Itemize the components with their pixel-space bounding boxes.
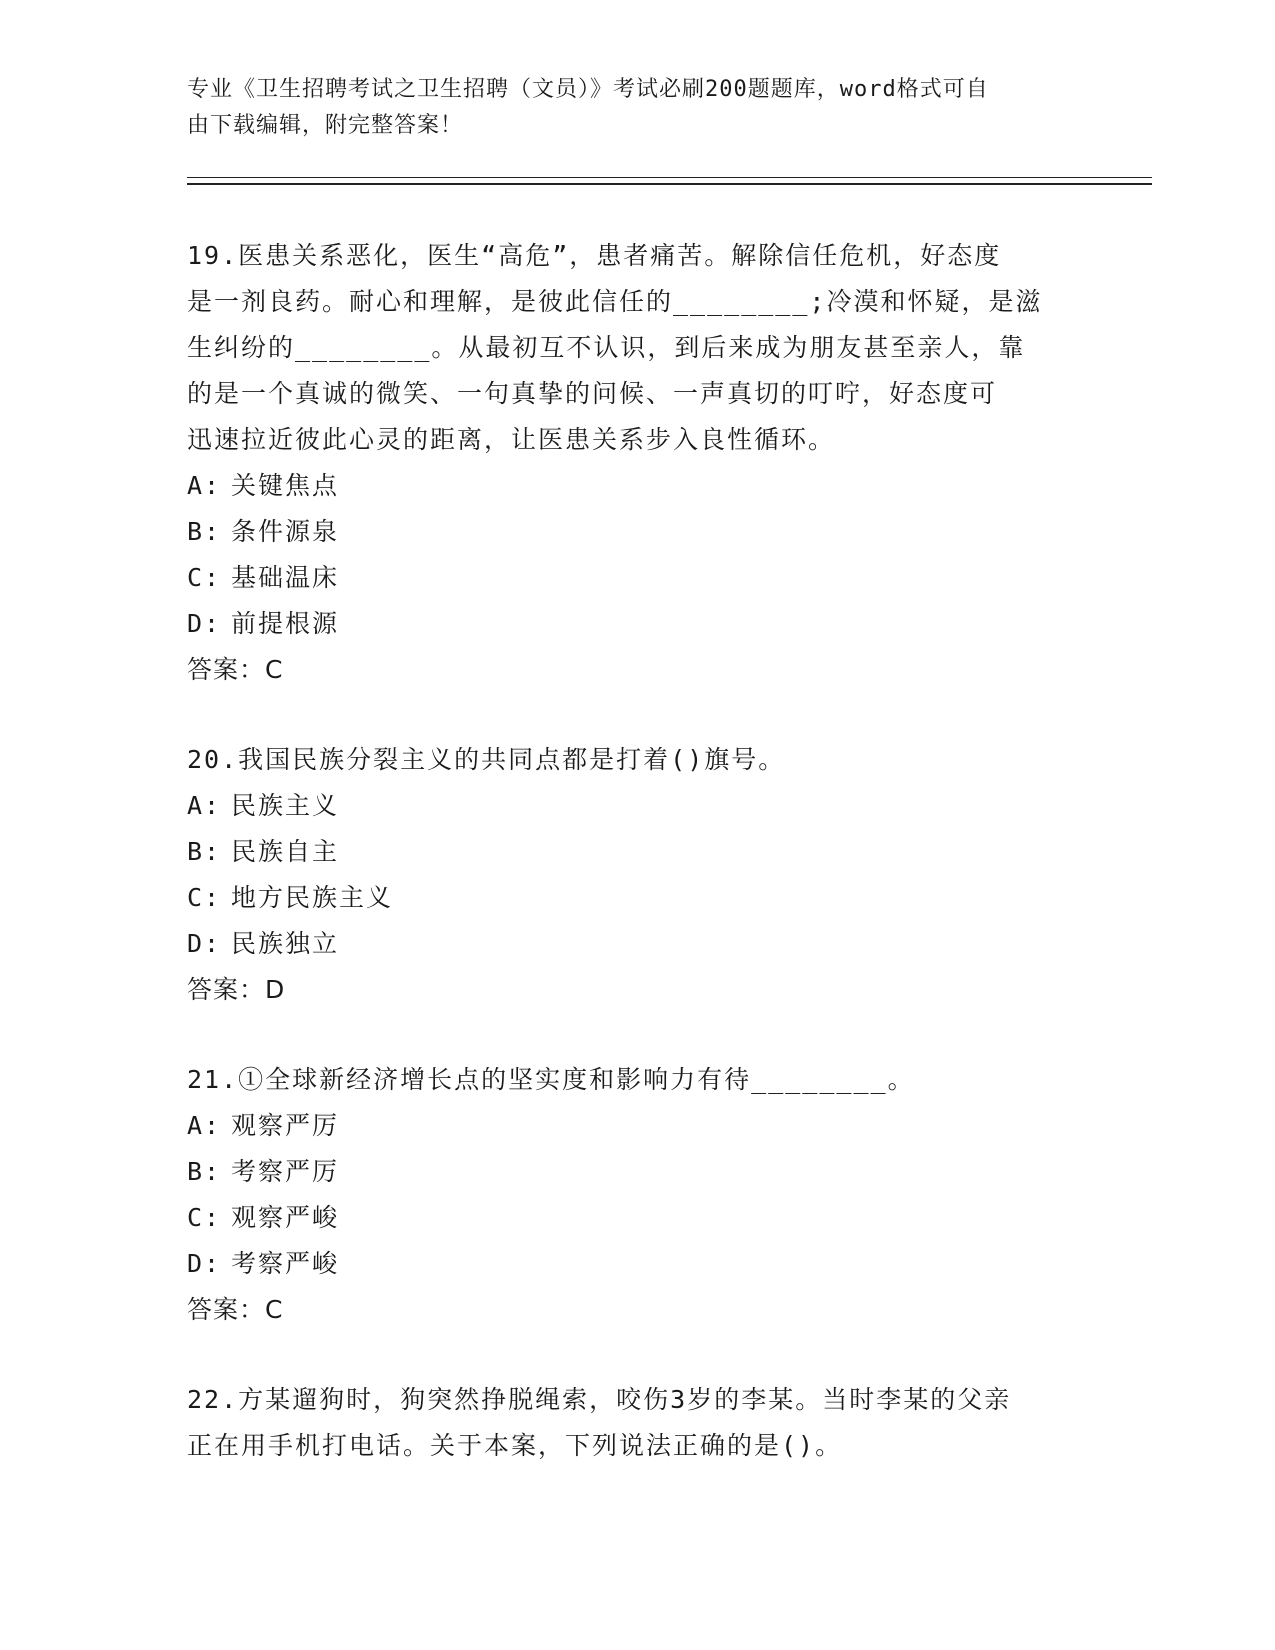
option-letter: B: — [187, 837, 222, 866]
question-number: 22. — [187, 1385, 239, 1414]
document-header — [187, 72, 1067, 144]
option-text: 民族自主 — [231, 837, 340, 866]
option-text: 民族主义 — [231, 791, 340, 820]
option-letter: A: — [187, 471, 222, 500]
question-line: 的是一个真诚的微笑、一句真挚的问候、一声真切的叮咛，好态度可 — [187, 379, 998, 408]
option-letter: D: — [187, 929, 222, 958]
option-c — [187, 555, 1087, 601]
question-number: 21. — [187, 1065, 239, 1094]
option-letter: B: — [187, 1157, 222, 1186]
header-line-1: 专业《卫生招聘考试之卫生招聘（文员）》考试必刷200题题库，word格式可自 — [187, 77, 989, 102]
option-d — [187, 601, 1087, 647]
option-a — [187, 783, 1087, 829]
option-b — [187, 509, 1087, 555]
option-b — [187, 1149, 1087, 1195]
option-a — [187, 1103, 1087, 1149]
option-text: 条件源泉 — [231, 517, 340, 546]
question-text — [187, 737, 1087, 783]
question-text — [187, 1377, 1087, 1423]
question-line: ①全球新经济增长点的坚实度和影响力有待________。 — [238, 1065, 915, 1094]
question-line: 医患关系恶化，医生“高危”，患者痛苦。解除信任危机，好态度 — [238, 241, 1002, 270]
option-d — [187, 1241, 1087, 1287]
question-number: 19. — [187, 241, 239, 270]
question-list — [187, 233, 1087, 1513]
option-d — [187, 921, 1087, 967]
question-text — [187, 233, 1087, 279]
question-number: 20. — [187, 745, 239, 774]
option-text: 基础温床 — [231, 563, 340, 592]
option-text: 观察严峻 — [231, 1203, 340, 1232]
option-text: 考察严峻 — [231, 1249, 340, 1278]
question-line: 生纠纷的________。从最初互不认识，到后来成为朋友甚至亲人，靠 — [187, 333, 1026, 362]
question-text — [187, 1057, 1087, 1103]
question-19 — [187, 233, 1087, 693]
question-line: 我国民族分裂主义的共同点都是打着()旗号。 — [238, 745, 786, 774]
option-c — [187, 875, 1087, 921]
option-letter: C: — [187, 883, 222, 912]
question-line: 迅速拉近彼此心灵的距离，让医患关系步入良性循环。 — [187, 425, 836, 454]
question-line: 方某遛狗时，狗突然挣脱绳索，咬伤3岁的李某。当时李某的父亲 — [238, 1385, 1012, 1414]
option-text: 观察严厉 — [231, 1111, 340, 1140]
option-a — [187, 463, 1087, 509]
option-text: 地方民族主义 — [231, 883, 394, 912]
option-b — [187, 829, 1087, 875]
option-c — [187, 1195, 1087, 1241]
question-line: 是一剂良药。耐心和理解，是彼此信任的________;冷漠和怀疑，是滋 — [187, 287, 1043, 316]
answer-line: 答案：D — [187, 975, 286, 1004]
option-text: 民族独立 — [231, 929, 340, 958]
option-text: 关键焦点 — [231, 471, 340, 500]
question-22 — [187, 1377, 1087, 1469]
option-text: 前提根源 — [231, 609, 340, 638]
option-letter: A: — [187, 1111, 222, 1140]
option-letter: D: — [187, 1249, 222, 1278]
option-text: 考察严厉 — [231, 1157, 340, 1186]
option-letter: B: — [187, 517, 222, 546]
option-letter: C: — [187, 563, 222, 592]
answer-line: 答案：C — [187, 655, 284, 684]
question-line: 正在用手机打电话。关于本案，下列说法正确的是()。 — [187, 1431, 843, 1460]
header-divider — [187, 177, 1152, 185]
question-20 — [187, 737, 1087, 1013]
question-21 — [187, 1057, 1087, 1333]
answer-line: 答案：C — [187, 1295, 284, 1324]
header-line-2: 由下载编辑，附完整答案！ — [187, 113, 464, 138]
option-letter: C: — [187, 1203, 222, 1232]
option-letter: D: — [187, 609, 222, 638]
option-letter: A: — [187, 791, 222, 820]
